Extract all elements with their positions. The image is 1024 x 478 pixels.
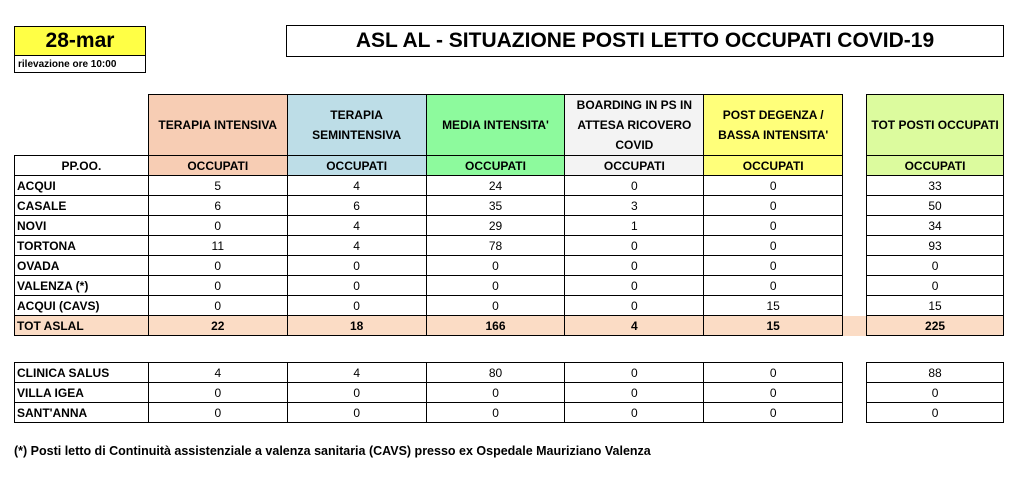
table-cell: 0	[704, 363, 843, 383]
table-cell: 4	[287, 363, 426, 383]
column-gap	[843, 403, 867, 423]
col-header-media-intensita: MEDIA INTENSITA'	[426, 95, 565, 156]
table-cell: 4	[148, 363, 287, 383]
row-label: NOVI	[15, 216, 149, 236]
table-cell: 166	[426, 316, 565, 336]
table-row	[15, 256, 1004, 276]
column-gap	[843, 156, 867, 176]
column-gap	[843, 316, 867, 336]
col-header-tot-posti: TOT POSTI OCCUPATI	[867, 95, 1004, 156]
table-cell: 0	[565, 276, 704, 296]
table-cell: 24	[426, 176, 565, 196]
col-sub-occupati: OCCUPATI	[287, 156, 426, 176]
col-sub-occupati: OCCUPATI	[867, 156, 1004, 176]
table-cell: 0	[426, 256, 565, 276]
column-gap	[843, 176, 867, 196]
table-cell: 0	[704, 383, 843, 403]
column-gap	[843, 383, 867, 403]
table-cell: 11	[148, 236, 287, 256]
table-row	[15, 236, 1004, 256]
table-cell: 0	[148, 256, 287, 276]
table-cell: 0	[148, 296, 287, 316]
private-table	[14, 362, 1004, 423]
table-cell: 6	[287, 196, 426, 216]
row-label: CASALE	[15, 196, 149, 216]
table-cell: 0	[704, 256, 843, 276]
table-cell: 15	[704, 316, 843, 336]
row-total-cell: 50	[867, 196, 1004, 216]
table-row	[15, 383, 1004, 403]
row-label: OVADA	[15, 256, 149, 276]
table-cell: 4	[287, 216, 426, 236]
footnote: (*) Posti letto di Continuità assistenziale a valenza sanitaria (CAVS) presso ex Ospedale Mauriziano Valenza	[14, 444, 651, 458]
table-cell: 0	[148, 383, 287, 403]
col-header-terapia-intensiva: TERAPIA INTENSIVA	[148, 95, 287, 156]
column-gap	[843, 236, 867, 256]
table-cell: 0	[565, 256, 704, 276]
table-cell: 0	[287, 296, 426, 316]
row-total-cell: 225	[867, 316, 1004, 336]
col-sub-occupati: OCCUPATI	[426, 156, 565, 176]
table-row	[15, 196, 1004, 216]
date-badge: 28-mar	[14, 26, 146, 56]
row-total-cell: 0	[867, 383, 1004, 403]
row-label: TOT ASLAL	[15, 316, 149, 336]
row-total-cell: 93	[867, 236, 1004, 256]
table-row	[15, 216, 1004, 236]
main-table	[14, 94, 1004, 336]
row-total-cell: 0	[867, 276, 1004, 296]
table-cell: 5	[148, 176, 287, 196]
col-header-terapia-semintensiva: TERAPIA SEMINTENSIVA	[287, 95, 426, 156]
row-header-ppoo: PP.OO.	[15, 156, 149, 176]
table-row	[15, 363, 1004, 383]
table-cell: 80	[426, 363, 565, 383]
table-row	[15, 176, 1004, 196]
column-gap	[843, 363, 867, 383]
table-cell: 0	[287, 276, 426, 296]
table-cell: 0	[704, 403, 843, 423]
table-cell: 0	[704, 216, 843, 236]
table-cell: 4	[287, 176, 426, 196]
table-row	[15, 403, 1004, 423]
page-title: ASL AL - SITUAZIONE POSTI LETTO OCCUPATI COVID-19	[286, 25, 1004, 57]
col-sub-occupati: OCCUPATI	[565, 156, 704, 176]
row-label: VILLA IGEA	[15, 383, 149, 403]
column-gap	[843, 296, 867, 316]
row-label: ACQUI	[15, 176, 149, 196]
table-cell: 0	[148, 216, 287, 236]
col-sub-occupati: OCCUPATI	[148, 156, 287, 176]
row-total-cell: 0	[867, 256, 1004, 276]
table-cell: 1	[565, 216, 704, 236]
row-label: ACQUI (CAVS)	[15, 296, 149, 316]
row-total-cell: 0	[867, 403, 1004, 423]
table-cell: 4	[565, 316, 704, 336]
column-gap	[843, 216, 867, 236]
row-label: VALENZA (*)	[15, 276, 149, 296]
table-row	[15, 296, 1004, 316]
table-cell: 15	[704, 296, 843, 316]
table-cell: 0	[565, 403, 704, 423]
column-gap	[843, 95, 867, 156]
header-spacer	[15, 95, 149, 156]
table-cell: 0	[287, 383, 426, 403]
row-label: CLINICA SALUS	[15, 363, 149, 383]
table-row	[15, 276, 1004, 296]
survey-time: rilevazione ore 10:00	[14, 56, 146, 73]
col-header-post-degenza: POST DEGENZA / BASSA INTENSITA'	[704, 95, 843, 156]
row-label: SANT'ANNA	[15, 403, 149, 423]
table-cell: 0	[426, 296, 565, 316]
table-cell: 0	[426, 403, 565, 423]
table-cell: 0	[565, 363, 704, 383]
table-cell: 0	[287, 256, 426, 276]
row-total-cell: 88	[867, 363, 1004, 383]
table-cell: 18	[287, 316, 426, 336]
row-total-cell: 34	[867, 216, 1004, 236]
table-cell: 0	[148, 403, 287, 423]
table-cell: 0	[704, 276, 843, 296]
table-cell: 0	[426, 276, 565, 296]
table-cell: 0	[287, 403, 426, 423]
table-row	[15, 316, 1004, 336]
table-cell: 0	[704, 196, 843, 216]
table-cell: 0	[565, 176, 704, 196]
table-cell: 0	[565, 383, 704, 403]
table-cell: 3	[565, 196, 704, 216]
table-cell: 0	[148, 276, 287, 296]
column-gap	[843, 276, 867, 296]
col-header-boarding-ps: BOARDING IN PS IN ATTESA RICOVERO COVID	[565, 95, 704, 156]
table-cell: 0	[704, 236, 843, 256]
table-cell: 6	[148, 196, 287, 216]
table-cell: 0	[565, 236, 704, 256]
table-cell: 0	[704, 176, 843, 196]
table-cell: 0	[426, 383, 565, 403]
row-total-cell: 15	[867, 296, 1004, 316]
table-cell: 22	[148, 316, 287, 336]
column-gap	[843, 256, 867, 276]
column-gap	[843, 196, 867, 216]
col-sub-occupati: OCCUPATI	[704, 156, 843, 176]
row-label: TORTONA	[15, 236, 149, 256]
table-cell: 78	[426, 236, 565, 256]
table-cell: 4	[287, 236, 426, 256]
table-cell: 35	[426, 196, 565, 216]
row-total-cell: 33	[867, 176, 1004, 196]
table-cell: 29	[426, 216, 565, 236]
table-cell: 0	[565, 296, 704, 316]
